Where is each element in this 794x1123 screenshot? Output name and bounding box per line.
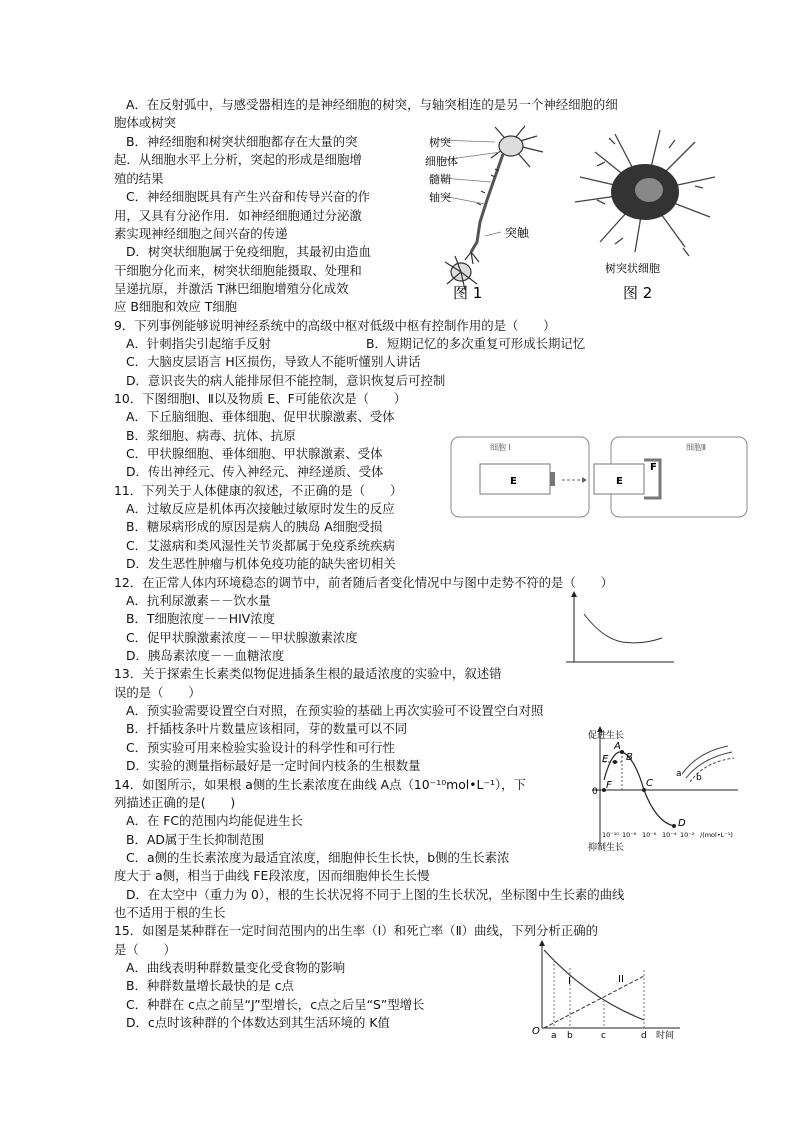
q15-stem-line2: 是（ ） [114,942,176,957]
q14-stem-line1: 14．如图所示，如果根 a侧的生长素浓度在曲线 A点（10⁻¹⁰mol•L⁻¹），下 [114,777,526,792]
dendritic-cell-label: 树突状细胞 [605,262,660,275]
q10-stem: 10．下图细胞Ⅰ、Ⅱ以及物质 E、F可能依次是（ ） [114,391,407,406]
q9-stem: 9．下列事例能够说明神经系统中的高级中枢对低级中枢有控制作用的是（ ） [114,318,556,333]
q13-stem-line1: 13．关于探索生长素类似物促进插条生根的最适浓度的实验中，叙述错 [114,666,502,681]
q8-option-d-line4: 应 B细胞和效应 T细胞 [114,299,238,314]
cell2-label: 细胞Ⅱ [686,443,706,452]
q11-option-d: D．发生恶性肿瘤与机体免疫功能的缺失密切相关 [126,556,396,571]
tick-2: 10⁻⁸ [622,831,637,839]
q15-option-d: D．c点时该种群的个体数达到其生活环境的 K值 [126,1015,390,1030]
q10-option-b: B．浆细胞、病毒、抗体、抗原 [126,428,296,443]
q13-option-c: C．预实验可用来检验实验设计的科学性和可行性 [126,740,395,755]
tick-4: 10⁻⁴ [662,831,677,839]
q8-option-a-line1: A．在反射弧中，与感受器相连的是神经细胞的树突，与轴突相连的是另一个神经细胞的细 [126,97,618,112]
q14-option-c-line2: 度大于 a侧，相当于曲线 FE段浓度，因而细胞伸长生长慢 [114,868,430,883]
point-c-label: C [646,778,653,789]
q9-option-d: D．意识丧失的病人能排尿但不能控制，意识恢复后可控制 [126,373,446,388]
q8-option-b-line1: B．神经细胞和树突状细胞都存在大量的突 [126,134,358,149]
q8-option-a-line2: 胞体或树突 [114,115,176,130]
q15-option-b: B．种群数量增长最快的是 c点 [126,978,294,993]
tick-3: 10⁻⁶ [642,831,657,839]
point-d-label: D [678,818,686,829]
q8-option-c-line2: 用，又具有分泌作用．如神经细胞通过分泌激 [114,208,362,223]
q13-option-d: D．实验的测量指标最好是一定时间内枝条的生根数量 [126,758,421,773]
point-f-label: F [606,780,612,791]
q10-option-a: A．下丘脑细胞、垂体细胞、促甲状腺激素、受体 [126,409,395,424]
q8-option-b-line2: 起．从细胞水平上分析，突起的形成是细胞增 [114,152,362,167]
curve-ii-label: II [618,974,624,985]
q8-option-c-line1: C．神经细胞既具有产生兴奋和传导兴奋的作 [126,189,371,204]
tick-b: b [567,1031,573,1040]
q15-stem-line1: 15．如图是某种群在一定时间范围内的出生率（Ⅰ）和死亡率（Ⅱ）曲线，下列分析正确的 [114,923,598,938]
q13-stem-line2: 误的是（ ） [114,685,201,700]
q8-option-d-line2: 干细胞分化而来，树突状细胞能摄取、处理和 [114,263,362,278]
cell-body-label: 细胞体 [425,155,458,168]
q14-option-d-line1: D．在太空中（重力为 0），根的生长状况将不同于上图的生长状况，坐标图中生长素的曲线 [126,887,625,902]
q9-option-a: A．针刺指尖引起缩手反射 [126,336,271,351]
promote-label: 促进生长 [588,731,625,741]
q10-option-d: D．传出神经元、传入神经元、神经递质、受体 [126,464,384,479]
q12-option-a: A．抗利尿激素－－饮水量 [126,593,271,608]
q8-option-d-line1: D．树突状细胞属于免疫细胞，其最初由造血 [126,244,371,259]
figure2-caption: 图 2 [623,284,653,302]
q15-option-c: C．种群在 c点之前呈“J”型增长，c点之后呈“S”型增长 [126,997,425,1012]
q9-option-c: C．大脑皮层语言 H区损伤，导致人不能听懂别人讲话 [126,354,421,369]
q13-option-b: B．扦插枝条叶片数量应该相同，芽的数量可以不同 [126,721,408,736]
q14-option-c-line1: C．a侧的生长素浓度为最适宜浓度，细胞伸长生长快，b侧的生长素浓 [126,850,510,865]
decline-curve-figure [562,590,682,680]
q11-option-c: C．艾滋病和类风湿性关节炎都属于免疫系统疾病 [126,538,395,553]
q10-option-c: C．甲状腺细胞、垂体细胞、甲状腺激素、受体 [126,446,383,461]
q12-option-b: B．T细胞浓度－－HIV浓度 [126,611,276,626]
q14-stem-line2: 列描述正确的是( ) [114,795,236,810]
birth-death-rate-figure [528,940,698,1040]
x-axis-label: 时间 [656,1031,675,1040]
q12-option-d: D．胰岛素浓度－－血糖浓度 [126,648,285,663]
curve-i-label: I [568,976,571,987]
q12-option-c: C．促甲状腺激素浓度－－甲状腺激素浓度 [126,630,358,645]
tick-a: a [551,1031,557,1040]
tick-d: d [641,1031,647,1040]
tick-5: 10⁻² [680,831,695,839]
q8-option-c-line3: 素实现神经细胞之间兴奋的传递 [114,226,288,241]
unit-label: /(mol•L⁻¹) [700,831,733,839]
q8-option-d-line3: 呈递抗原，并激活 T淋巴细胞增殖分化成效 [114,281,349,296]
origin-label: 0 [592,787,598,797]
q12-stem: 12．在正常人体内环境稳态的调节中，前者随后者变化情况中与图中走势不符的是（ ） [114,575,614,590]
auxin-curve-figure [578,722,746,854]
q11-option-a: A．过敏反应是机体再次接触过敏原时发生的反应 [126,501,395,516]
q11-option-b: B．糖尿病形成的原因是病人的胰岛 A细胞受损 [126,519,383,534]
inhibit-label: 抑制生长 [588,843,625,853]
tick-c: c [601,1031,606,1040]
side-a-label: a [676,769,682,779]
point-e-label: E [602,754,609,765]
q8-option-b-line3: 殖的结果 [114,171,164,186]
dendritic-cell-figure [565,122,725,302]
q14-option-d-line2: 也不适用于根的生长 [114,905,226,920]
cell1-label: 细胞 Ⅰ [490,443,511,452]
point-a-label: A [614,741,621,752]
q14-option-a: A．在 FC的范围内均能促进生长 [126,813,303,828]
f-label: F [650,462,657,473]
point-b-label: B [626,752,633,763]
figure1-caption: 图 1 [453,284,483,302]
q13-option-a: A．预实验需要设置空白对照，在预实验的基础上再次实验可不设置空白对照 [126,703,544,718]
e1-label: E [510,476,517,487]
dendrite-label: 树突 [429,136,451,149]
neuron-figure [425,122,565,302]
side-b-label: b [696,773,702,783]
axon-label: 轴突 [429,191,451,204]
q15-option-a: A．曲线表明种群数量变化受食物的影响 [126,960,346,975]
myelin-label: 髓鞘 [429,173,451,186]
origin-label: O [532,1026,540,1037]
cell-signaling-figure [450,436,750,522]
e2-label: E [616,476,623,487]
q11-stem: 11．下列关于人体健康的叙述，不正确的是（ ） [114,483,403,498]
synapse-label: 突触 [505,226,530,240]
q9-option-b: B．短期记忆的多次重复可形成长期记忆 [366,336,586,351]
q14-option-b: B．AD属于生长抑制范围 [126,832,265,847]
tick-1: 10⁻¹⁰ [602,831,619,839]
